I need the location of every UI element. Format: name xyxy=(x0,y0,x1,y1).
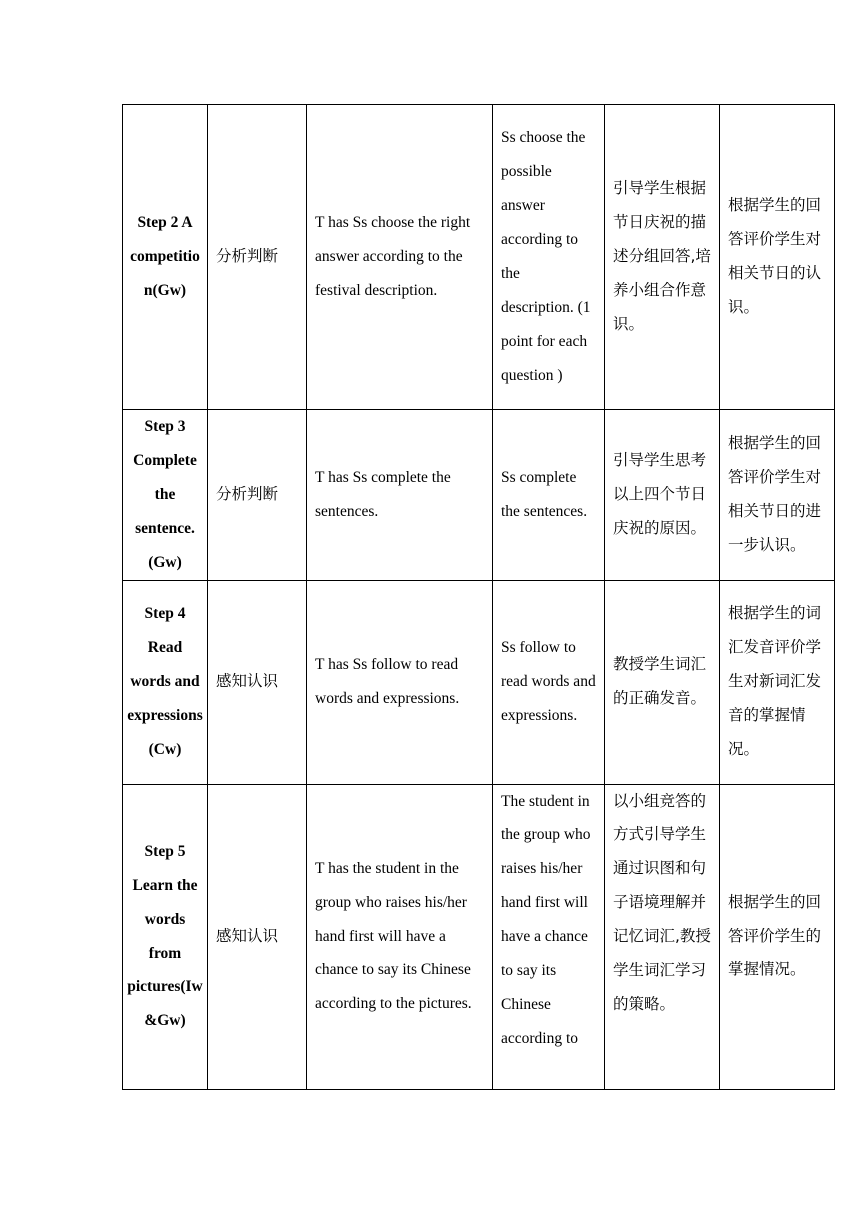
step-cell xyxy=(123,410,208,581)
step-label: Step 5 Learn the words from pictures(Iw &Gw) xyxy=(127,842,203,1030)
student-activity-cell xyxy=(493,784,605,1089)
design-intent-text: 引导学生思考以上四个节日庆祝的原因。 xyxy=(613,450,707,537)
student-activity-cell xyxy=(493,105,605,410)
method-label: 感知认识 xyxy=(216,926,279,945)
teacher-activity-text: T has Ss choose the right answer according to the festival description. xyxy=(315,214,471,299)
table-row xyxy=(123,784,835,1089)
method-cell xyxy=(208,105,307,410)
evaluation-cell xyxy=(720,105,835,410)
table-row xyxy=(123,410,835,581)
student-activity-text: Ss complete the sentences. xyxy=(501,468,588,520)
design-intent-text: 教授学生词汇的正确发音。 xyxy=(613,655,707,708)
teacher-activity-cell xyxy=(307,784,493,1089)
table-row xyxy=(123,105,835,410)
student-activity-text: Ss follow to read words and expressions. xyxy=(501,639,596,724)
design-intent-cell xyxy=(605,410,720,581)
method-label: 分析判断 xyxy=(216,247,279,266)
design-intent-text: 以小组竞答的方式引导学生通过识图和句子语境理解并记忆词汇,教授学生词汇学习的策略。 xyxy=(613,791,711,1013)
teacher-activity-text: T has Ss complete the sentences. xyxy=(315,468,451,520)
step-cell xyxy=(123,105,208,410)
step-label: Step 3 Complete the sentence.(Gw) xyxy=(133,418,197,571)
evaluation-cell xyxy=(720,580,835,784)
step-cell xyxy=(123,580,208,784)
design-intent-text: 引导学生根据节日庆祝的描述分组回答,培养小组合作意识。 xyxy=(613,179,711,333)
teacher-activity-cell xyxy=(307,410,493,581)
method-label: 分析判断 xyxy=(216,484,279,503)
student-activity-text: Ss choose the possible answer according to the description. (1 point for each question ) xyxy=(501,129,591,384)
table-row xyxy=(123,580,835,784)
teacher-activity-cell xyxy=(307,580,493,784)
evaluation-text: 根据学生的回答评价学生的掌握情况。 xyxy=(728,892,822,979)
method-cell xyxy=(208,580,307,784)
teacher-activity-cell xyxy=(307,105,493,410)
teacher-activity-text: T has the student in the group who raises his/her hand first will have a chance to say its Chinese according to the pictures. xyxy=(315,859,472,1013)
lesson-plan-table xyxy=(122,104,835,1090)
method-cell xyxy=(208,784,307,1089)
student-activity-text: The student in the group who raises his/her hand first will have a chance to say its Chinese according to xyxy=(501,792,591,1047)
evaluation-cell xyxy=(720,410,835,581)
evaluation-text: 根据学生的回答评价学生对相关节日的进一步认识。 xyxy=(728,433,822,554)
design-intent-cell xyxy=(605,105,720,410)
design-intent-cell xyxy=(605,784,720,1089)
teacher-activity-text: T has Ss follow to read words and expressions. xyxy=(315,656,460,708)
step-label: Step 2 A competition(Gw) xyxy=(130,214,200,299)
evaluation-cell xyxy=(720,784,835,1089)
method-label: 感知认识 xyxy=(216,672,279,691)
evaluation-text: 根据学生的回答评价学生对相关节日的认识。 xyxy=(728,196,822,316)
step-cell xyxy=(123,784,208,1089)
student-activity-cell xyxy=(493,410,605,581)
method-cell xyxy=(208,410,307,581)
step-label: Step 4 Read words and expressions(Cw) xyxy=(127,605,203,758)
design-intent-cell xyxy=(605,580,720,784)
student-activity-cell xyxy=(493,580,605,784)
evaluation-text: 根据学生的词汇发音评价学生对新词汇发音的掌握情况。 xyxy=(728,604,822,758)
